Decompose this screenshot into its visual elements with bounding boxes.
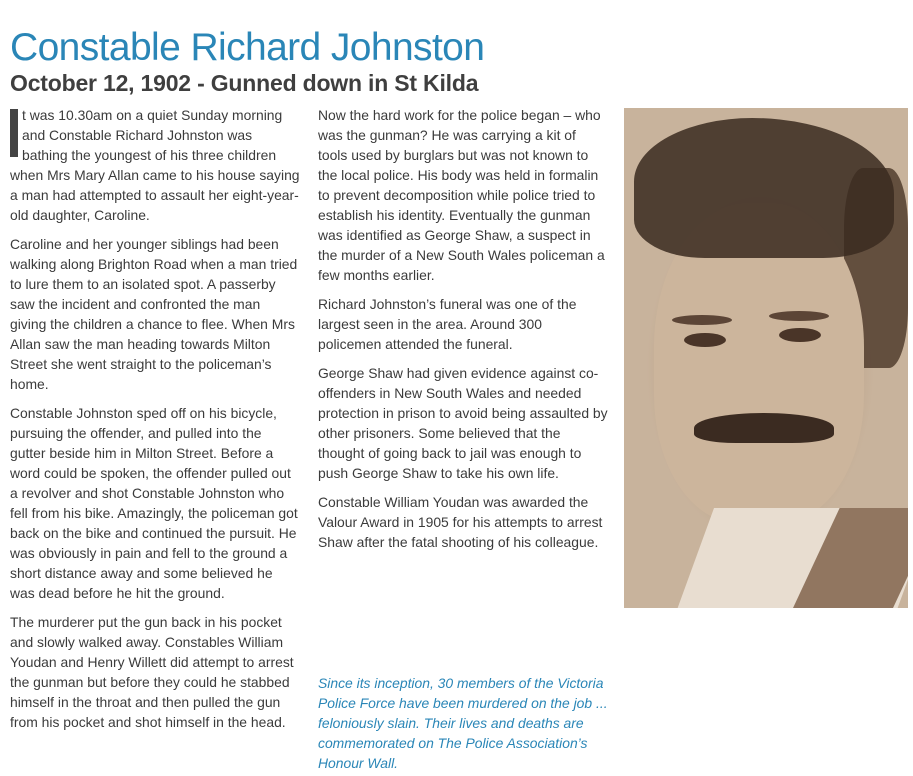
article-column-2 (318, 105, 608, 561)
article-column-1 (10, 105, 300, 741)
paragraph: Now the hard work for the police began – who was the gunman? He was carrying a kit of tools used by burglars but was not known to the local police. His body was held in formalin to prevent decomposition while police tried to establish his identity. Eventually the gunman was identified as George Shaw, a suspect in the murder of a New South Wales policeman a few months earlier. (318, 107, 605, 283)
paragraph: Caroline and her younger siblings had been walking along Brighton Road when a man tried to lure them to an isolated spot. A passerby saw the incident and confronted the man giving the children a chance to flee. When Mrs Allan saw the man heading towards Milton Street she went straight to the policeman’s home. (10, 236, 298, 392)
paragraph: t was 10.30am on a quiet Sunday morning and Constable Richard Johnston was bathing the youngest of his three children when Mrs Mary Allan came to his house saying a man had attempted to assault her eight-year-old daughter, Caroline. (10, 107, 300, 223)
paragraph: Constable William Youdan was awarded the Valour Award in 1905 for his attempts to arrest Shaw after the fatal shooting of his colleague. (318, 494, 603, 550)
photo-hair (634, 118, 894, 258)
portrait-photo (624, 108, 908, 608)
paragraph: The murderer put the gun back in his pocket and slowly walked away. Constables William Youdan and Henry Willett did attempt to arrest the gunman but before they could he stabbed himself in the throat and then pulled the gun from his pocket and shot himself in the head. (10, 614, 294, 730)
photo-mustache (694, 413, 834, 443)
page-subtitle: October 12, 1902 - Gunned down in St Kilda (10, 70, 479, 97)
paragraph: Constable Johnston sped off on his bicycle, pursuing the offender, and pulled into the gutter beside him in Milton Street. Before a word could be spoken, the offender pulled out a revolver and shot Constable Johnston who fell from his bike. Amazingly, the policeman got back on the bike and continued the pursuit. He was obviously in pain and fell to the ground a short distance away and some believed he was dead before he hit the ground. (10, 405, 298, 601)
pull-quote: Since its inception, 30 members of the Victoria Police Force have been murdered on the job ... feloniously slain. Their lives and deaths are commemorated on The Police Association’s Honour Wall. (318, 675, 608, 771)
dropcap-bar (10, 109, 18, 157)
paragraph: George Shaw had given evidence against co-offenders in New South Wales and needed protection in prison to avoid being assaulted by other prisoners. Some believed that the thought of going back to jail was enough to push George Shaw to take his own life. (318, 365, 608, 481)
paragraph: Richard Johnston’s funeral was one of the largest seen in the area. Around 300 policemen attended the funeral. (318, 296, 577, 352)
page-title: Constable Richard Johnston (10, 26, 485, 70)
